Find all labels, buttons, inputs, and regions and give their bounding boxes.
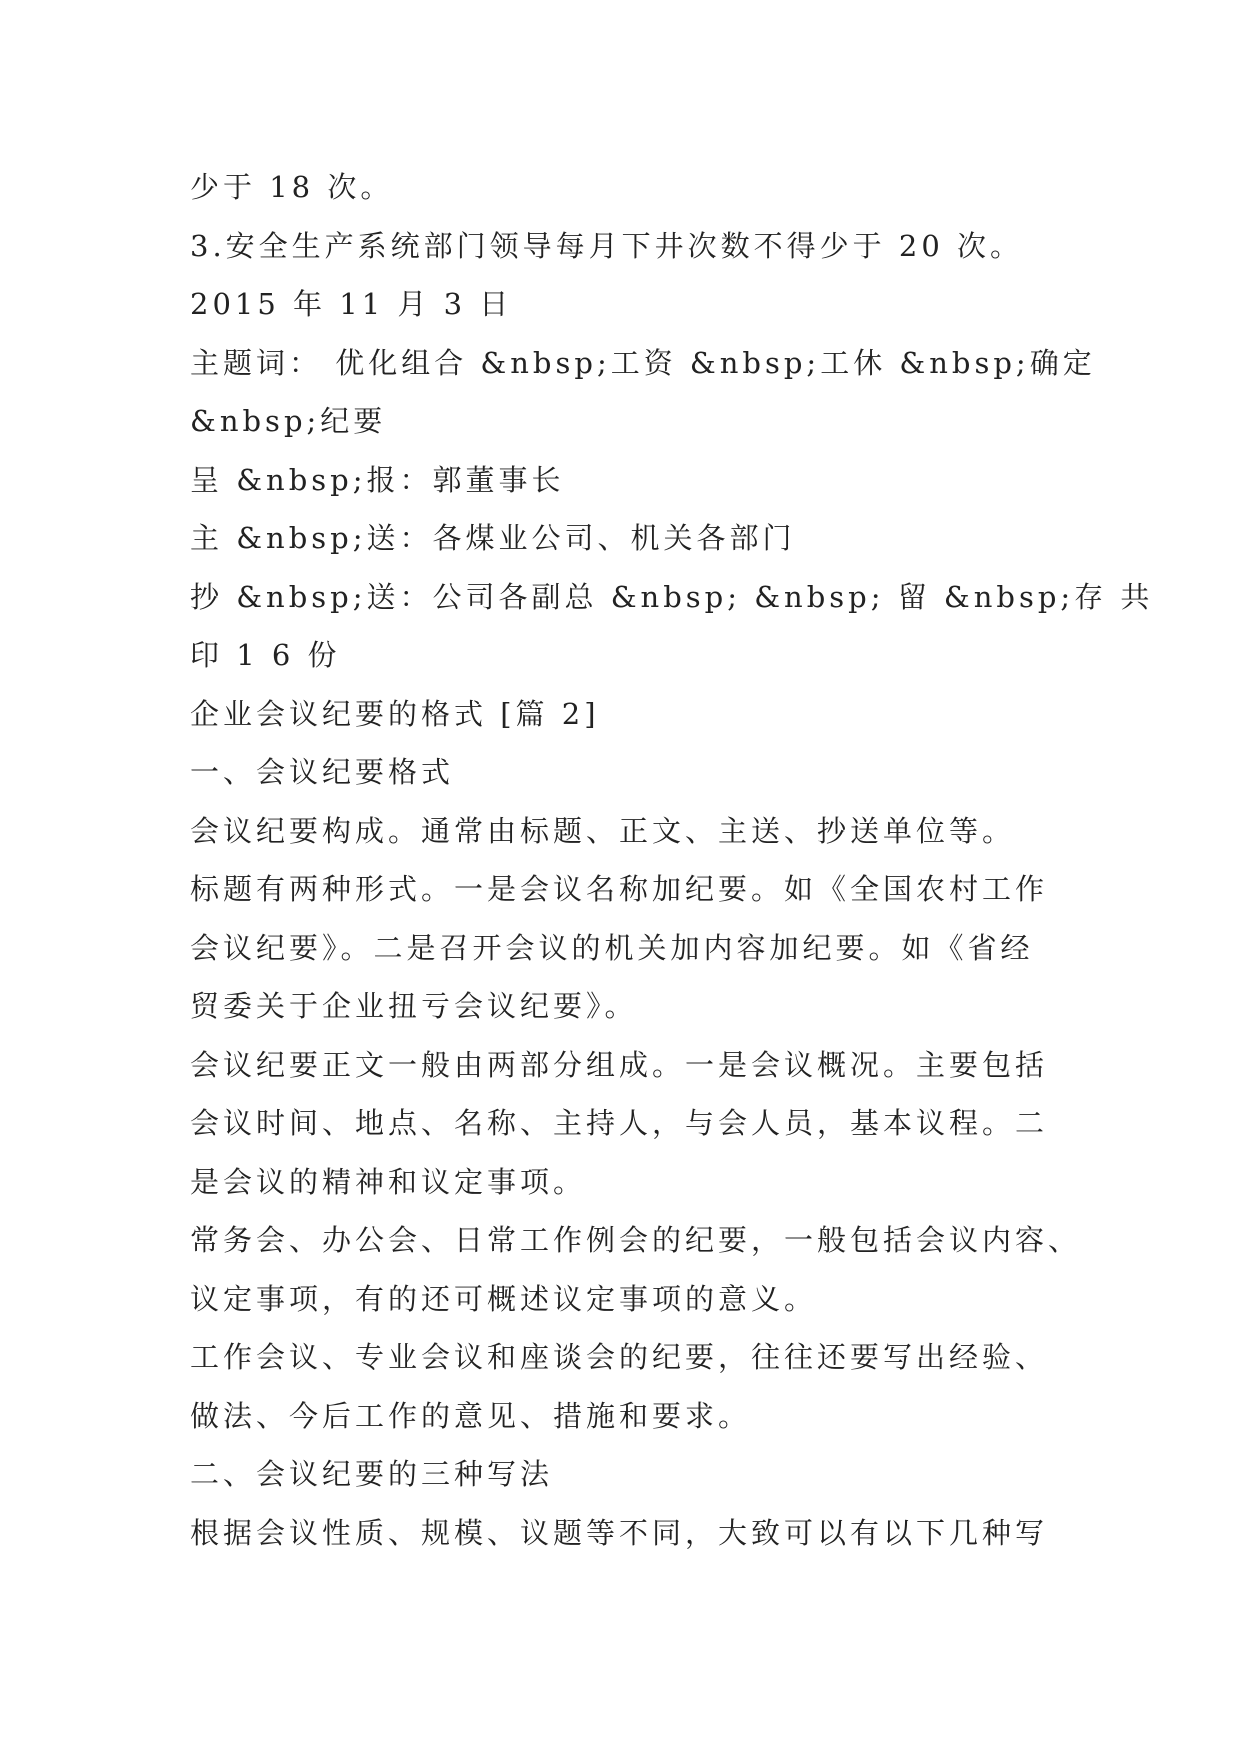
text-line: 3.安全生产系统部门领导每月下井次数不得少于 20 次。 xyxy=(190,228,1024,263)
date-line: 2015 年 11 月 3 日 xyxy=(190,287,513,321)
cc-line: 抄 &nbsp;送：公司各副总 &nbsp; &nbsp; 留 &nbsp;存 共 xyxy=(190,579,1154,614)
paragraph-line: 会议纪要》。二是召开会议的机关加内容加纪要。如《省经 xyxy=(190,930,1034,965)
paragraph-line: 标题有两种形式。一是会议名称加纪要。如《全国农村工作 xyxy=(190,872,1049,906)
copies-line: 印 1 6 份 xyxy=(190,638,341,672)
keywords-line-continued: &nbsp;纪要 xyxy=(190,404,387,438)
paragraph-line: 是会议的精神和议定事项。 xyxy=(190,1164,587,1199)
paragraph-line: 议定事项，有的还可概述议定事项的意义。 xyxy=(190,1281,818,1316)
paragraph-line: 工作会议、专业会议和座谈会的纪要，往往还要写出经验、 xyxy=(190,1340,1049,1374)
section-heading: 二、会议纪要的三种写法 xyxy=(190,1457,554,1491)
main-recipients-line: 主 &nbsp;送：各煤业公司、机关各部门 xyxy=(190,521,796,555)
paragraph-line: 常务会、办公会、日常工作例会的纪要，一般包括会议内容、 xyxy=(190,1223,1082,1257)
paragraph-line: 会议纪要构成。通常由标题、正文、主送、抄送单位等。 xyxy=(190,813,1016,848)
paragraph-line: 会议时间、地点、名称、主持人，与会人员，基本议程。二 xyxy=(190,1106,1049,1140)
paragraph-line: 根据会议性质、规模、议题等不同，大致可以有以下几种写 xyxy=(190,1515,1049,1550)
paragraph-line: 做法、今后工作的意见、措施和要求。 xyxy=(190,1398,752,1433)
submit-to-line: 呈 &nbsp;报：郭董事长 xyxy=(190,462,565,497)
document-body xyxy=(190,158,1154,1562)
keywords-line: 主题词： 优化组合 &nbsp;工资 &nbsp;工休 &nbsp;确定 xyxy=(190,345,1096,380)
paragraph-line: 贸委关于企业扭亏会议纪要》。 xyxy=(190,989,638,1023)
section-title: 企业会议纪要的格式 [篇 2] xyxy=(190,696,600,731)
text-line: 少于 18 次。 xyxy=(190,170,394,204)
section-heading: 一、会议纪要格式 xyxy=(190,755,455,789)
paragraph-line: 会议纪要正文一般由两部分组成。一是会议概况。主要包括 xyxy=(190,1047,1049,1082)
